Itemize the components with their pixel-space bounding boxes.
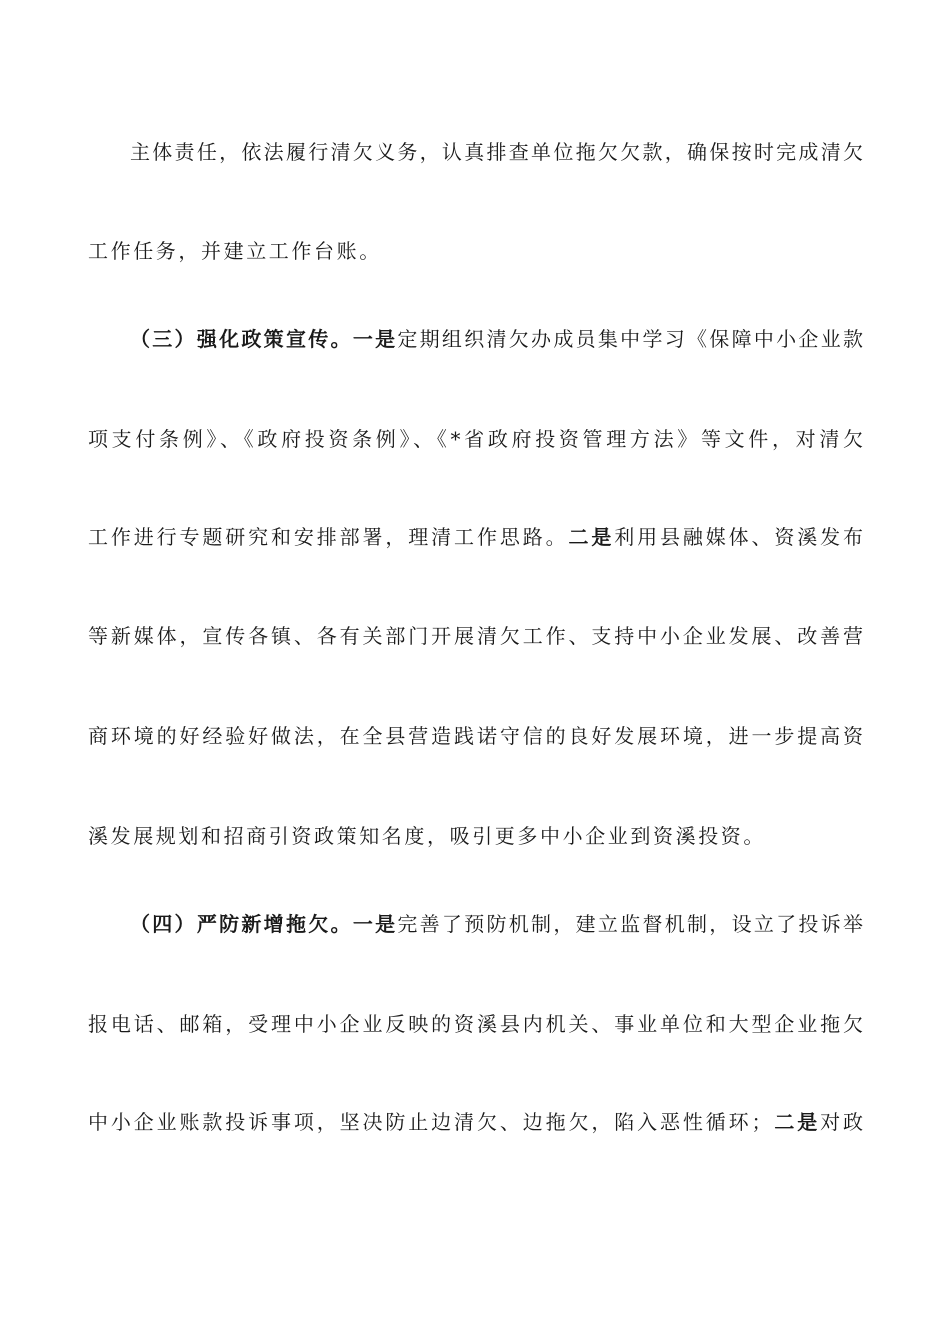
paragraph-line-2 — [88, 236, 863, 266]
line-text: 利用县融媒体、资溪发布 — [614, 525, 864, 549]
line-text: 中小企业账款投诉事项，坚决防止边清欠、边拖欠，陷入恶性循环； — [88, 1110, 772, 1134]
line-text: 报电话、邮箱，受理中小企业反映的资溪县内机关、事业单位和大型企业拖欠 — [88, 1012, 863, 1036]
paragraph-line-1 — [130, 137, 863, 167]
enumerator-bold: 一是 — [352, 327, 398, 351]
section-title: （三）强化政策宣传。 — [130, 327, 353, 351]
enumerator-bold: 一是 — [352, 912, 398, 936]
line-text: 定期组织清欠办成员集中学习《保障中小企业款 — [397, 327, 863, 351]
line-text: 对政 — [820, 1110, 864, 1134]
line-text: 工作进行专题研究和安排部署，理清工作思路。 — [88, 525, 569, 549]
section-title: （四）严防新增拖欠。 — [130, 912, 353, 936]
line-text: 商环境的好经验好做法，在全县营造践诺守信的良好发展环境，进一步提高资 — [88, 724, 863, 748]
enumerator-bold: 二是 — [771, 1110, 821, 1134]
line-text: 工作任务，并建立工作台账。 — [88, 239, 382, 263]
paragraph-line-4 — [88, 424, 863, 454]
paragraph-line-6 — [88, 621, 863, 651]
enumerator-bold: 二是 — [568, 525, 615, 549]
line-text: 等新媒体，宣传各镇、各有关部门开展清欠工作、支持中小企业发展、改善营 — [88, 624, 863, 648]
section-heading-4 — [130, 909, 863, 939]
section-heading-3 — [130, 324, 863, 354]
paragraph-line-7 — [88, 721, 863, 751]
paragraph-line-11 — [88, 1107, 863, 1137]
line-text: 主体责任，依法履行清欠义务，认真排查单位拖欠欠款，确保按时完成清欠 — [130, 140, 863, 164]
paragraph-line-5 — [88, 522, 863, 552]
paragraph-line-10 — [88, 1009, 863, 1039]
line-text: 完善了预防机制，建立监督机制，设立了投诉举 — [397, 912, 863, 936]
paragraph-line-8 — [88, 821, 863, 851]
line-text: 项支付条例》、《政府投资条例》、《*省政府投资管理方法》等文件，对清欠 — [88, 427, 863, 451]
line-text: 溪发展规划和招商引资政策知名度，吸引更多中小企业到资溪投资。 — [88, 824, 766, 848]
